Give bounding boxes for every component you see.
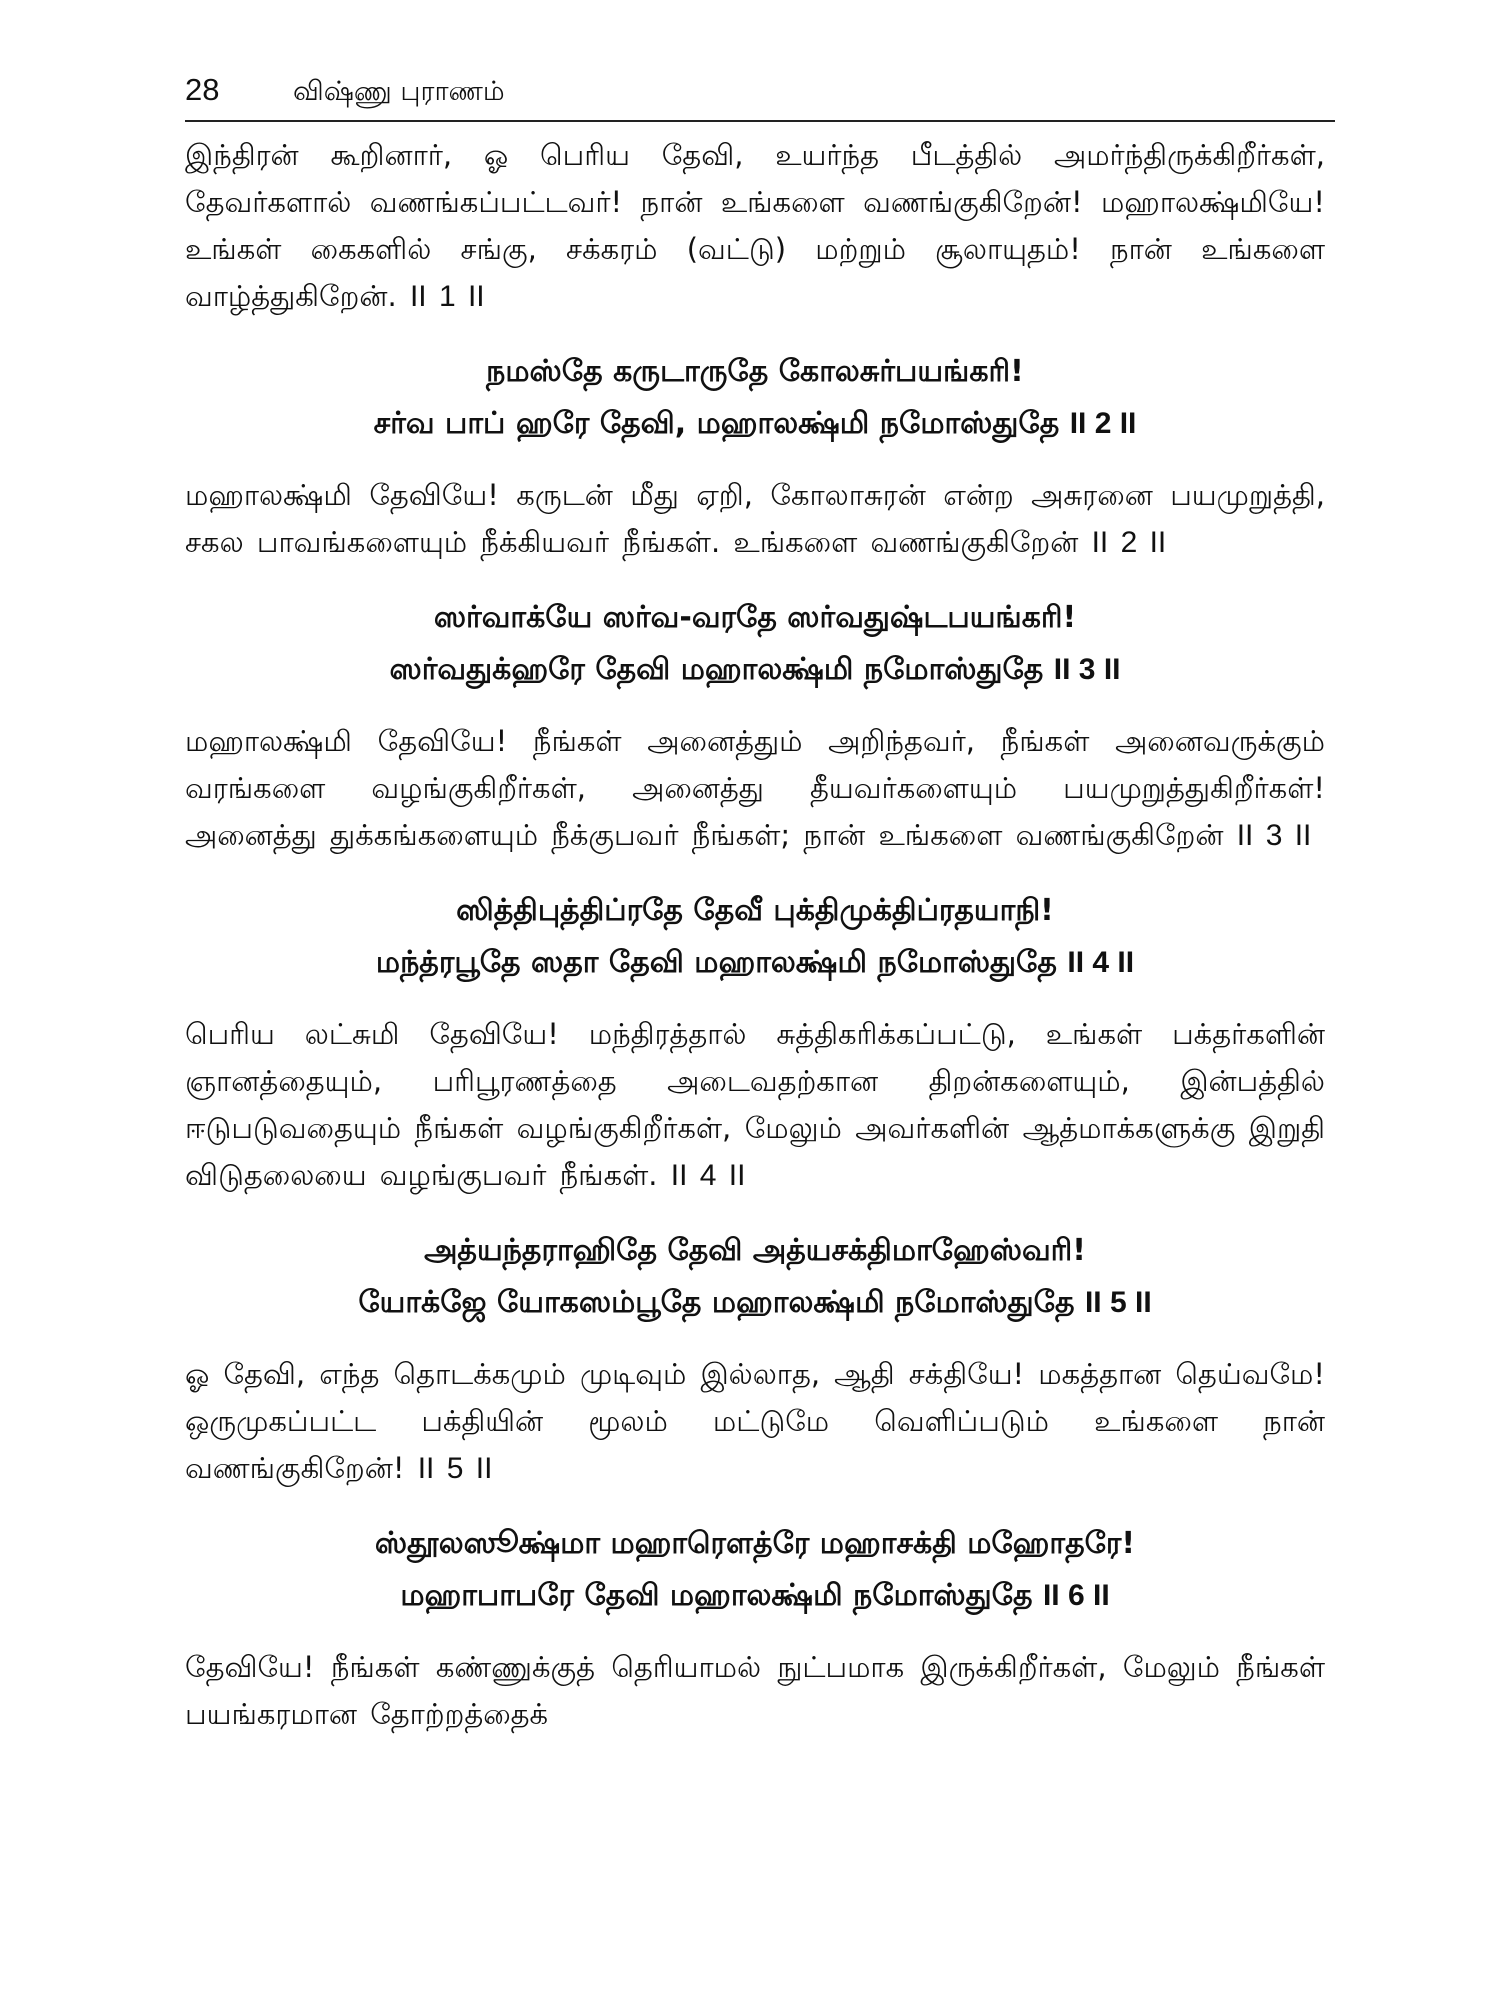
verse-number-marker: II 2 II xyxy=(1091,526,1167,559)
verse-line-2-text: ஸர்வதுக்ஹரே தேவி மஹாலக்ஷ்மி நமோஸ்துதே xyxy=(389,652,1044,687)
verse-line-1: ஸர்வாக்யே ஸர்வ-வரதே ஸர்வதுஷ்டபயங்கரி! xyxy=(433,600,1077,635)
sanskrit-verse-6 xyxy=(185,1518,1325,1622)
sanskrit-verse-2 xyxy=(185,346,1325,450)
verse-number-marker: II 4 II xyxy=(670,1159,746,1192)
prose-paragraph-1 xyxy=(185,132,1325,320)
verse-line-2 xyxy=(185,398,1325,450)
verse-number-marker: II 2 II xyxy=(1069,407,1137,440)
verse-line-1: ஸித்திபுத்திப்ரதே தேவீ புக்திமுக்திப்ரதயாநி! xyxy=(456,893,1054,928)
verse-number-marker: II 4 II xyxy=(1067,946,1135,979)
verse-number-marker: II 5 II xyxy=(1084,1286,1152,1319)
verse-line-2-text: சர்வ பாப் ஹரே தேவி, மஹாலக்ஷ்மி நமோஸ்துதே xyxy=(373,406,1060,441)
verse-line-1: நமஸ்தே கருடாருதே கோலசுர்பயங்கரி! xyxy=(486,354,1024,389)
prose-text: தேவியே! நீங்கள் கண்ணுக்குத் தெரியாமல் நுட்பமாக இருக்கிறீர்கள், மேலும் நீங்கள் பயங்கரமான தோற்றத்தைக் xyxy=(185,1650,1325,1731)
verse-line-2 xyxy=(185,937,1325,989)
prose-text: இந்திரன் கூறினார், ஓ பெரிய தேவி, உயர்ந்த பீடத்தில் அமர்ந்திருக்கிறீர்கள், தேவர்களால் வணங்கப்பட்டவர்! நான் உங்களை வணங்குகிறேன்! மஹாலக்ஷ்மியே! உங்கள் கைகளில் சங்கு, சக்கரம் (வட்டு) மற்றும் சூலாயுதம்! நான் உங்களை வாழ்த்துகிறேன். xyxy=(185,138,1325,313)
running-header xyxy=(185,72,1325,116)
sanskrit-verse-3 xyxy=(185,592,1325,696)
verse-line-2-text: மந்த்ரபூதே ஸதா தேவி மஹாலக்ஷ்மி நமோஸ்துதே xyxy=(375,945,1057,980)
verse-number-marker: II 6 II xyxy=(1042,1579,1110,1612)
verse-line-2-text: யோக்ஜே யோகஸம்பூதே மஹாலக்ஷ்மி நமோஸ்துதே xyxy=(358,1285,1075,1320)
verse-line-1: ஸ்தூலஸூக்ஷ்மா மஹாரௌத்ரே மஹாசக்தி மஹோதரே! xyxy=(374,1526,1136,1561)
verse-line-2-text: மஹாபாபரே தேவி மஹாலக்ஷ்மி நமோஸ்துதே xyxy=(400,1578,1033,1613)
prose-text: பெரிய லட்சுமி தேவியே! மந்திரத்தால் சுத்திகரிக்கப்பட்டு, உங்கள் பக்தர்களின் ஞானத்தையும், பரிபூரணத்தை அடைவதற்கான திறன்களையும், இன்பத்தில் ஈடுபடுவதையும் நீங்கள் வழங்குகிறீர்கள், மேலும் அவர்களின் ஆத்மாக்களுக்கு இறுதி விடுதலையை வழங்குபவர் நீங்கள். xyxy=(185,1017,1325,1192)
header-rule xyxy=(185,120,1335,122)
prose-paragraph-5 xyxy=(185,1351,1325,1492)
verse-number-marker: II 1 II xyxy=(409,280,485,313)
verse-number-marker: II 5 II xyxy=(417,1452,493,1485)
sanskrit-verse-5 xyxy=(185,1225,1325,1329)
page-number: 28 xyxy=(185,72,220,107)
prose-text: மஹாலக்ஷ்மி தேவியே! நீங்கள் அனைத்தும் அறிந்தவர், நீங்கள் அனைவருக்கும் வரங்களை வழங்குகிறீர்கள், அனைத்து தீயவர்களையும் பயமுறுத்துகிறீர்கள்! அனைத்து துக்கங்களையும் நீக்குபவர் நீங்கள்; நான் உங்களை வணங்குகிறேன் xyxy=(185,724,1325,852)
verse-line-2 xyxy=(185,1277,1325,1329)
prose-paragraph-4 xyxy=(185,1011,1325,1199)
prose-text: ஓ தேவி, எந்த தொடக்கமும் முடிவும் இல்லாத, ஆதி சக்தியே! மகத்தான தெய்வமே! ஒருமுகப்பட்ட பக்தியின் மூலம் மட்டுமே வெளிப்படும் உங்களை நான் வணங்குகிறேன்! xyxy=(185,1357,1325,1485)
verse-line-2 xyxy=(185,644,1325,696)
prose-text: மஹாலக்ஷ்மி தேவியே! கருடன் மீது ஏறி, கோலாசுரன் என்ற அசுரனை பயமுறுத்தி, சகல பாவங்களையும் நீக்கியவர் நீங்கள். உங்களை வணங்குகிறேன் xyxy=(185,478,1325,559)
book-page xyxy=(185,72,1325,1738)
prose-paragraph-3 xyxy=(185,718,1325,859)
verse-line-2 xyxy=(185,1570,1325,1622)
sanskrit-verse-4 xyxy=(185,885,1325,989)
book-title: விஷ்ணு புராணம் xyxy=(293,76,505,107)
verse-number-marker: II 3 II xyxy=(1053,653,1121,686)
verse-number-marker: II 3 II xyxy=(1236,819,1312,852)
prose-paragraph-2 xyxy=(185,472,1325,566)
prose-paragraph-6 xyxy=(185,1644,1325,1738)
verse-line-1: அத்யந்தராஹிதே தேவி அத்யசக்திமாஹேஸ்வரி! xyxy=(424,1233,1086,1268)
